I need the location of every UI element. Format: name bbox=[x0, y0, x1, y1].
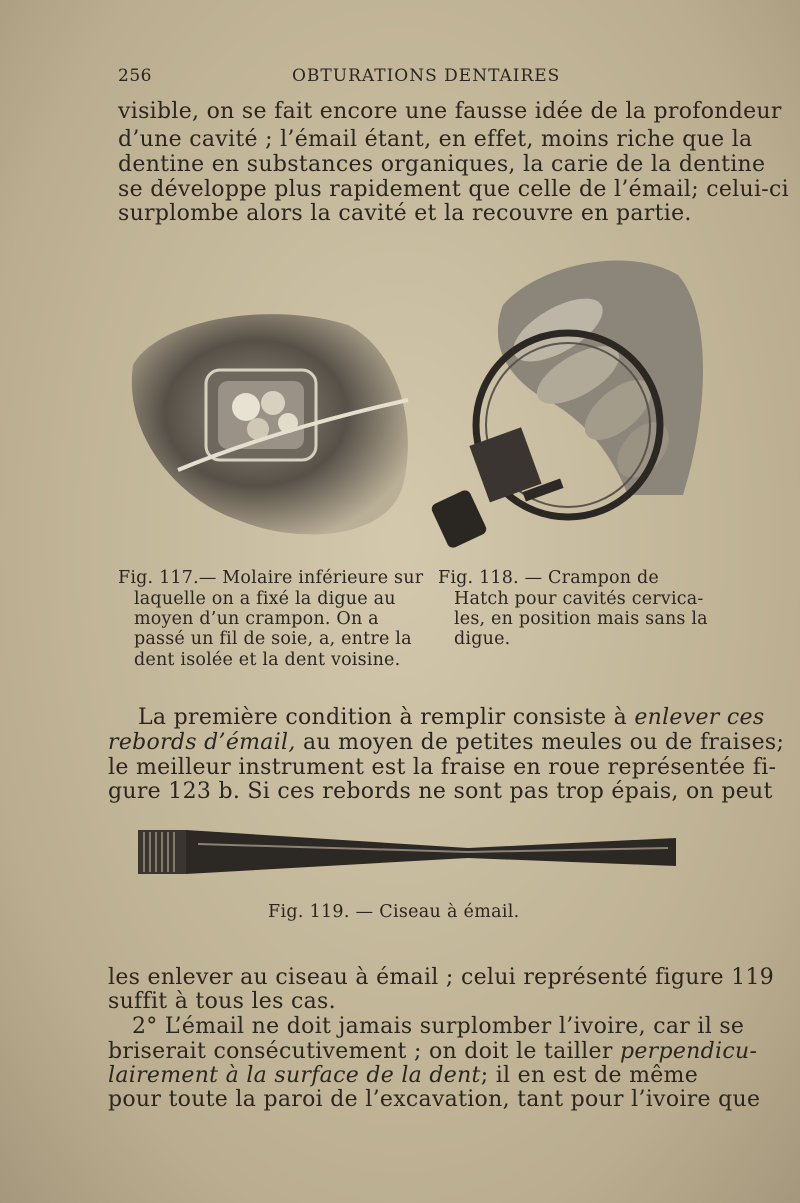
emphasis-run: perpendicu- bbox=[619, 1039, 758, 1064]
caption-line: digue. bbox=[454, 629, 511, 649]
text-run: La première condition à remplir consiste à bbox=[138, 705, 635, 730]
caption-line: dent isolée et la dent voisine. bbox=[134, 650, 401, 670]
text-line: les enlever au ciseau à émail ; celui représenté figure 119 bbox=[108, 965, 775, 990]
text-line: pour toute la paroi de l’excavation, tant pour l’ivoire que bbox=[108, 1087, 761, 1112]
text-line: 2° L’émail ne doit jamais surplomber l’ivoire, car il se bbox=[132, 1014, 745, 1039]
text-line: surplombe alors la cavité et la recouvre en partie. bbox=[118, 201, 692, 226]
text-line: d’une cavité ; l’émail étant, en effet, moins riche que la bbox=[118, 127, 753, 152]
caption-line: laquelle on a fixé la digue au bbox=[134, 589, 396, 609]
caption-line: moyen d’un crampon. On a bbox=[134, 609, 379, 629]
text-line bbox=[108, 731, 784, 755]
emphasis-run: lairement à la surface de la dent bbox=[108, 1063, 481, 1088]
text-run: au moyen de petites meules ou de fraises; bbox=[295, 730, 785, 755]
figure-117-illustration bbox=[118, 295, 418, 555]
page-number: 256 bbox=[118, 66, 152, 86]
text-line bbox=[138, 706, 764, 730]
emphasis-run: rebords d’émail, bbox=[108, 730, 296, 755]
text-line: se développe plus rapidement que celle de l’émail; celui-ci bbox=[118, 177, 789, 202]
figure-119-illustration bbox=[138, 822, 678, 882]
caption-line: Hatch pour cavités cervica- bbox=[454, 589, 704, 609]
text-line: visible, on se fait encore une fausse idée de la profondeur bbox=[118, 99, 782, 124]
text-line bbox=[108, 1064, 698, 1088]
caption-line: Fig. 118. — Crampon de bbox=[438, 568, 659, 588]
emphasis-run: enlever ces bbox=[634, 705, 765, 730]
text-run: ; il en est de même bbox=[480, 1063, 699, 1088]
caption-line: Fig. 117.— Molaire inférieure sur bbox=[118, 568, 424, 588]
caption-line: passé un fil de soie, a, entre la bbox=[134, 629, 412, 649]
text-line: gure 123 b. Si ces rebords ne sont pas trop épais, on peut bbox=[108, 779, 773, 804]
text-line: le meilleur instrument est la fraise en roue représentée fi- bbox=[108, 755, 777, 780]
figure-119-caption: Fig. 119. — Ciseau à émail. bbox=[268, 902, 520, 922]
text-line: suffit à tous les cas. bbox=[108, 989, 336, 1014]
running-header bbox=[118, 66, 708, 94]
caption-line: les, en position mais sans la bbox=[454, 609, 708, 629]
running-title: OBTURATIONS DENTAIRES bbox=[292, 66, 561, 86]
text-line: dentine en substances organiques, la carie de la dentine bbox=[118, 152, 766, 177]
figure-118-illustration bbox=[428, 245, 708, 555]
text-line bbox=[108, 1040, 757, 1064]
text-run: briserait consécutivement ; on doit le tailler bbox=[108, 1039, 620, 1064]
